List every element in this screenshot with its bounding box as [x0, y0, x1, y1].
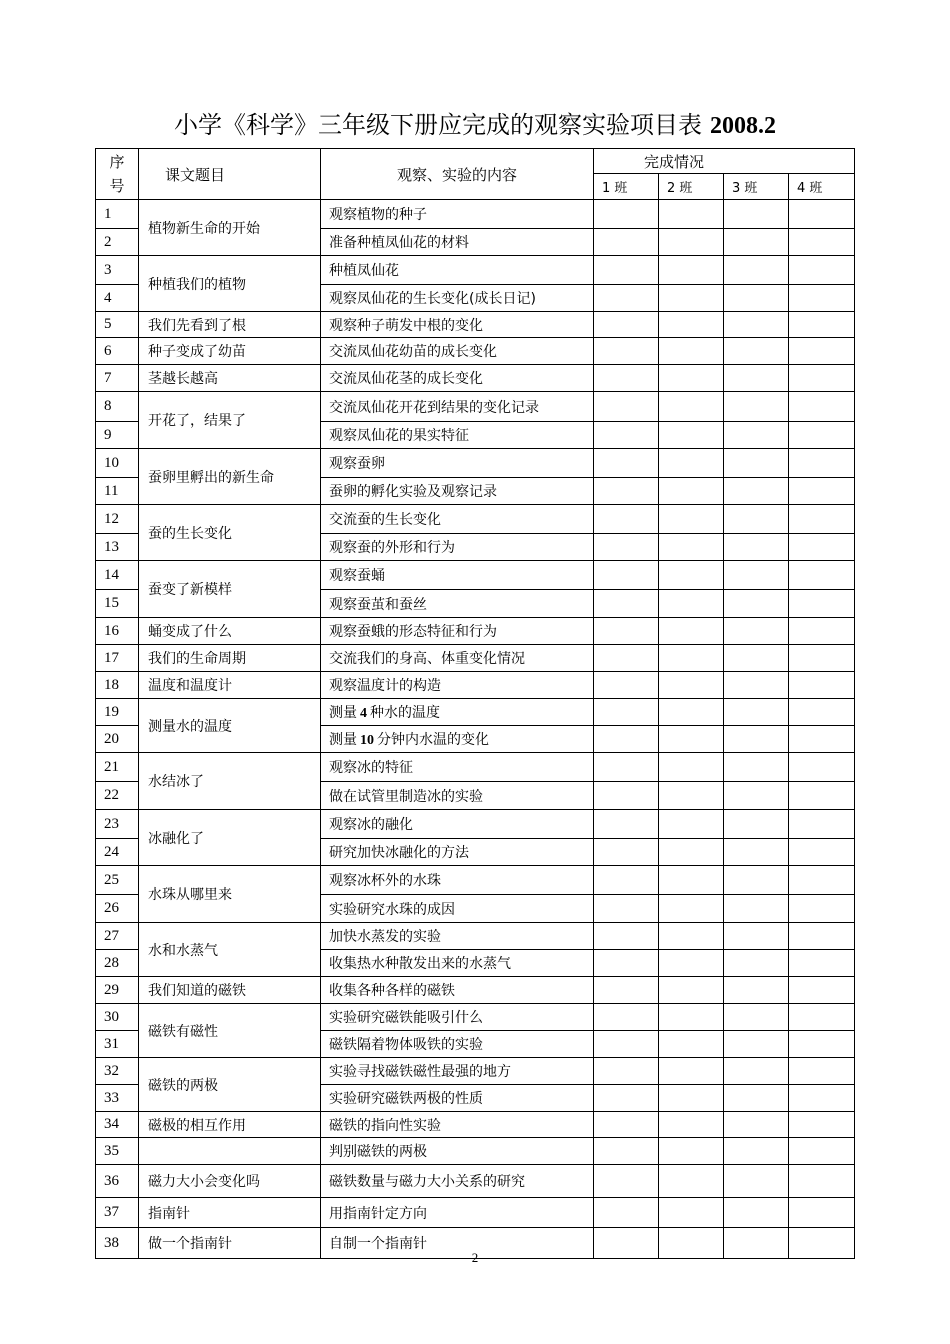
lesson-title: 磁极的相互作用: [139, 1112, 321, 1138]
class-2-status-cell[interactable]: [659, 1058, 724, 1085]
row-number: 35: [96, 1138, 139, 1165]
row-number: 27: [96, 923, 139, 950]
class-3-status-cell[interactable]: [724, 229, 789, 256]
header-seq-bottom: 号: [109, 177, 125, 195]
class-4-status-cell[interactable]: [789, 338, 855, 365]
class-2-status-cell[interactable]: [659, 1165, 724, 1198]
class-2-status-cell[interactable]: [659, 561, 724, 590]
lesson-title: 磁力大小会变化吗: [139, 1165, 321, 1198]
experiment-content: 观察植物的种子: [321, 200, 594, 229]
lesson-title: 水结冰了: [139, 753, 321, 810]
class-4-status-cell[interactable]: [789, 977, 855, 1004]
class-4-status-cell[interactable]: [789, 1165, 855, 1198]
lesson-title: 植物新生命的开始: [139, 200, 321, 256]
class-1-status-cell[interactable]: [594, 590, 659, 618]
content-number: 10: [360, 733, 374, 748]
class-2-status-cell[interactable]: [659, 753, 724, 782]
experiment-content: 交流凤仙花茎的成长变化: [321, 365, 594, 392]
class-2-status-cell[interactable]: [659, 1031, 724, 1058]
class-3-status-cell[interactable]: [724, 1058, 789, 1085]
row-number: 13: [96, 534, 139, 561]
class-4-status-cell[interactable]: [789, 505, 855, 534]
row-number: 32: [96, 1058, 139, 1085]
row-number: 38: [96, 1228, 139, 1259]
class-4-status-cell[interactable]: [789, 449, 855, 478]
class-2-status-cell[interactable]: [659, 672, 724, 699]
header-class-4: 4 班: [789, 174, 855, 200]
class-2-status-cell[interactable]: [659, 810, 724, 839]
lesson-title: 水和水蒸气: [139, 923, 321, 977]
experiment-content: 观察凤仙花的果实特征: [321, 422, 594, 449]
class-4-status-cell[interactable]: [789, 229, 855, 256]
table-row: [96, 866, 855, 895]
class-1-status-cell[interactable]: [594, 338, 659, 365]
row-number: 12: [96, 505, 139, 534]
experiment-content: 观察冰杯外的水珠: [321, 866, 594, 895]
table-row: [96, 1165, 855, 1198]
row-number: 2: [96, 229, 139, 256]
table-row: [96, 338, 855, 365]
class-4-status-cell[interactable]: [789, 1198, 855, 1228]
class-3-status-cell[interactable]: [724, 753, 789, 782]
row-number: 28: [96, 950, 139, 977]
table-row: [96, 200, 855, 229]
table-row: [96, 1198, 855, 1228]
class-3-status-cell[interactable]: [724, 285, 789, 312]
content-number: 4: [360, 706, 367, 721]
class-4-status-cell[interactable]: [789, 1085, 855, 1112]
class-4-status-cell[interactable]: [789, 392, 855, 422]
class-4-status-cell[interactable]: [789, 753, 855, 782]
header-lesson: 课文题目: [139, 149, 321, 200]
experiment-content: 判别磁铁的两极: [321, 1138, 594, 1165]
row-number: 29: [96, 977, 139, 1004]
class-2-status-cell[interactable]: [659, 365, 724, 392]
row-number: 5: [96, 312, 139, 338]
experiment-content: 交流凤仙花开花到结果的变化记录: [321, 392, 594, 422]
experiment-content: 实验研究水珠的成因: [321, 895, 594, 923]
experiment-content: 观察蚕蛾的形态特征和行为: [321, 618, 594, 645]
class-1-status-cell[interactable]: [594, 312, 659, 338]
experiment-content: 交流我们的身高、体重变化情况: [321, 645, 594, 672]
table-row: [96, 672, 855, 699]
experiment-content: 观察冰的特征: [321, 753, 594, 782]
experiment-content: 收集各种各样的磁铁: [321, 977, 594, 1004]
class-3-status-cell[interactable]: [724, 839, 789, 866]
class-4-status-cell[interactable]: [789, 478, 855, 505]
class-2-status-cell[interactable]: [659, 1138, 724, 1165]
class-3-status-cell[interactable]: [724, 1112, 789, 1138]
row-number: 23: [96, 810, 139, 839]
experiment-content: 观察种子萌发中根的变化: [321, 312, 594, 338]
experiment-content: 用指南针定方向: [321, 1198, 594, 1228]
class-2-status-cell[interactable]: [659, 895, 724, 923]
class-1-status-cell[interactable]: [594, 977, 659, 1004]
experiment-content: 观察蚕卵: [321, 449, 594, 478]
experiment-content: 实验研究磁铁两极的性质: [321, 1085, 594, 1112]
table-row: [96, 753, 855, 782]
row-number: 8: [96, 392, 139, 422]
experiment-content: 磁铁数量与磁力大小关系的研究: [321, 1165, 594, 1198]
row-number: 21: [96, 753, 139, 782]
class-3-status-cell[interactable]: [724, 618, 789, 645]
class-3-status-cell[interactable]: [724, 365, 789, 392]
experiment-content: 加快水蒸发的实验: [321, 923, 594, 950]
row-number: 4: [96, 285, 139, 312]
row-number: 34: [96, 1112, 139, 1138]
row-number: 26: [96, 895, 139, 923]
class-2-status-cell[interactable]: [659, 478, 724, 505]
class-2-status-cell[interactable]: [659, 618, 724, 645]
content-text: 分钟内水温的变化: [377, 732, 489, 748]
row-number: 11: [96, 478, 139, 505]
experiment-content: 收集热水种散发出来的水蒸气: [321, 950, 594, 977]
class-4-status-cell[interactable]: [789, 618, 855, 645]
table-row: [96, 392, 855, 422]
experiment-content: 观察蚕茧和蚕丝: [321, 590, 594, 618]
class-4-status-cell[interactable]: [789, 1058, 855, 1085]
title-year: 2008.2: [710, 113, 776, 139]
header-seq: [96, 149, 139, 200]
class-1-status-cell[interactable]: [594, 753, 659, 782]
row-number: 7: [96, 365, 139, 392]
row-number: 25: [96, 866, 139, 895]
class-2-status-cell[interactable]: [659, 977, 724, 1004]
row-number: 31: [96, 1031, 139, 1058]
class-3-status-cell[interactable]: [724, 561, 789, 590]
class-3-status-cell[interactable]: [724, 1138, 789, 1165]
class-3-status-cell[interactable]: [724, 1198, 789, 1228]
class-4-status-cell[interactable]: [789, 866, 855, 895]
experiment-content: 磁铁隔着物体吸铁的实验: [321, 1031, 594, 1058]
class-1-status-cell[interactable]: [594, 561, 659, 590]
lesson-title: 水珠从哪里来: [139, 866, 321, 923]
table-row: [96, 1058, 855, 1085]
class-4-status-cell[interactable]: [789, 923, 855, 950]
header-class-3: 3 班: [724, 174, 789, 200]
lesson-title: 磁铁的两极: [139, 1058, 321, 1112]
header-status: 完成情况: [594, 149, 855, 174]
experiment-content: 观察蚕的外形和行为: [321, 534, 594, 561]
class-3-status-cell[interactable]: [724, 782, 789, 810]
class-3-status-cell[interactable]: [724, 392, 789, 422]
lesson-title: 蚕卵里孵出的新生命: [139, 449, 321, 505]
class-3-status-cell[interactable]: [724, 950, 789, 977]
class-1-status-cell[interactable]: [594, 505, 659, 534]
class-1-status-cell[interactable]: [594, 1112, 659, 1138]
class-3-status-cell[interactable]: [724, 977, 789, 1004]
class-2-status-cell[interactable]: [659, 1112, 724, 1138]
class-1-status-cell[interactable]: [594, 449, 659, 478]
class-3-status-cell[interactable]: [724, 1085, 789, 1112]
lesson-title: 蚕变了新模样: [139, 561, 321, 618]
lesson-title: 指南针: [139, 1198, 321, 1228]
class-4-status-cell[interactable]: [789, 534, 855, 561]
class-3-status-cell[interactable]: [724, 645, 789, 672]
lesson-title: 磁铁有磁性: [139, 1004, 321, 1058]
row-number: 30: [96, 1004, 139, 1031]
class-2-status-cell[interactable]: [659, 590, 724, 618]
class-2-status-cell[interactable]: [659, 312, 724, 338]
class-3-status-cell[interactable]: [724, 422, 789, 449]
class-1-status-cell[interactable]: [594, 699, 659, 726]
lesson-title: 我们先看到了根: [139, 312, 321, 338]
table-row: [96, 505, 855, 534]
class-2-status-cell[interactable]: [659, 645, 724, 672]
table-row: [96, 977, 855, 1004]
class-2-status-cell[interactable]: [659, 392, 724, 422]
class-2-status-cell[interactable]: [659, 1004, 724, 1031]
class-4-status-cell[interactable]: [789, 645, 855, 672]
lesson-title: 做一个指南针: [139, 1228, 321, 1259]
class-3-status-cell[interactable]: [724, 923, 789, 950]
row-number: 24: [96, 839, 139, 866]
header-class-2: 2 班: [659, 174, 724, 200]
table-row: [96, 561, 855, 590]
class-4-status-cell[interactable]: [789, 726, 855, 753]
class-1-status-cell[interactable]: [594, 618, 659, 645]
class-3-status-cell[interactable]: [724, 1004, 789, 1031]
class-2-status-cell[interactable]: [659, 505, 724, 534]
class-4-status-cell[interactable]: [789, 312, 855, 338]
lesson-title: 种植我们的植物: [139, 256, 321, 312]
class-1-status-cell[interactable]: [594, 895, 659, 923]
experiment-content: [321, 726, 594, 753]
row-number: 36: [96, 1165, 139, 1198]
class-1-status-cell[interactable]: [594, 365, 659, 392]
row-number: 6: [96, 338, 139, 365]
class-4-status-cell[interactable]: [789, 1112, 855, 1138]
class-3-status-cell[interactable]: [724, 895, 789, 923]
lesson-title: 冰融化了: [139, 810, 321, 866]
class-3-status-cell[interactable]: [724, 726, 789, 753]
class-4-status-cell[interactable]: [789, 839, 855, 866]
experiment-content: 准备种植凤仙花的材料: [321, 229, 594, 256]
content-text: 测量: [329, 705, 357, 721]
experiment-content: 实验寻找磁铁磁性最强的地方: [321, 1058, 594, 1085]
class-2-status-cell[interactable]: [659, 338, 724, 365]
class-3-status-cell[interactable]: [724, 200, 789, 229]
lesson-title: 温度和温度计: [139, 672, 321, 699]
class-1-status-cell[interactable]: [594, 1198, 659, 1228]
lesson-title: 测量水的温度: [139, 699, 321, 753]
class-1-status-cell[interactable]: [594, 1165, 659, 1198]
header-seq-top: 序: [109, 153, 125, 171]
class-3-status-cell[interactable]: [724, 1031, 789, 1058]
class-1-status-cell[interactable]: [594, 1031, 659, 1058]
experiment-content: 观察温度计的构造: [321, 672, 594, 699]
class-3-status-cell[interactable]: [724, 1165, 789, 1198]
content-text: 测量: [329, 732, 357, 748]
class-1-status-cell[interactable]: [594, 672, 659, 699]
class-3-status-cell[interactable]: [724, 810, 789, 839]
experiment-content: 做在试管里制造冰的实验: [321, 782, 594, 810]
class-3-status-cell[interactable]: [724, 505, 789, 534]
experiment-content: 自制一个指南针: [321, 1228, 594, 1259]
table-row: [96, 699, 855, 726]
table-row: [96, 312, 855, 338]
class-1-status-cell[interactable]: [594, 1085, 659, 1112]
class-4-status-cell[interactable]: [789, 672, 855, 699]
row-number: 33: [96, 1085, 139, 1112]
row-number: 17: [96, 645, 139, 672]
experiment-content: 交流蚕的生长变化: [321, 505, 594, 534]
lesson-title: 我们的生命周期: [139, 645, 321, 672]
class-4-status-cell[interactable]: [789, 285, 855, 312]
class-3-status-cell[interactable]: [724, 338, 789, 365]
row-number: 19: [96, 699, 139, 726]
class-2-status-cell[interactable]: [659, 782, 724, 810]
experiment-content: 蚕卵的孵化实验及观察记录: [321, 478, 594, 505]
experiment-content: 磁铁的指向性实验: [321, 1112, 594, 1138]
class-4-status-cell[interactable]: [789, 895, 855, 923]
class-2-status-cell[interactable]: [659, 923, 724, 950]
class-1-status-cell[interactable]: [594, 645, 659, 672]
class-1-status-cell[interactable]: [594, 422, 659, 449]
row-number: 16: [96, 618, 139, 645]
class-2-status-cell[interactable]: [659, 200, 724, 229]
class-1-status-cell[interactable]: [594, 256, 659, 285]
class-4-status-cell[interactable]: [789, 365, 855, 392]
title-text: 小学《科学》三年级下册应完成的观察实验项目表: [174, 111, 702, 139]
table-row: [96, 1004, 855, 1031]
table-row: [96, 365, 855, 392]
page-number: 2: [471, 1250, 479, 1265]
row-number: 18: [96, 672, 139, 699]
class-3-status-cell[interactable]: [724, 312, 789, 338]
class-4-status-cell[interactable]: [789, 1031, 855, 1058]
class-3-status-cell[interactable]: [724, 699, 789, 726]
experiment-content: 交流凤仙花幼苗的成长变化: [321, 338, 594, 365]
row-number: 22: [96, 782, 139, 810]
lesson-title: 蚕的生长变化: [139, 505, 321, 561]
class-3-status-cell[interactable]: [724, 590, 789, 618]
class-2-status-cell[interactable]: [659, 866, 724, 895]
class-1-status-cell[interactable]: [594, 839, 659, 866]
class-2-status-cell[interactable]: [659, 229, 724, 256]
content-text: 种水的温度: [370, 705, 440, 721]
row-number: 20: [96, 726, 139, 753]
class-1-status-cell[interactable]: [594, 534, 659, 561]
class-2-status-cell[interactable]: [659, 285, 724, 312]
class-4-status-cell[interactable]: [789, 782, 855, 810]
experiment-table: [95, 148, 855, 1259]
header-content: 观察、实验的内容: [321, 149, 594, 200]
class-2-status-cell[interactable]: [659, 534, 724, 561]
class-4-status-cell[interactable]: [789, 200, 855, 229]
experiment-content: 种植凤仙花: [321, 256, 594, 285]
class-4-status-cell[interactable]: [789, 561, 855, 590]
table-row: [96, 256, 855, 285]
class-1-status-cell[interactable]: [594, 923, 659, 950]
class-4-status-cell[interactable]: [789, 1004, 855, 1031]
class-1-status-cell[interactable]: [594, 229, 659, 256]
class-1-status-cell[interactable]: [594, 726, 659, 753]
row-number: 9: [96, 422, 139, 449]
table-row: [96, 810, 855, 839]
class-3-status-cell[interactable]: [724, 866, 789, 895]
experiment-content: 观察蚕蛹: [321, 561, 594, 590]
class-3-status-cell[interactable]: [724, 672, 789, 699]
class-1-status-cell[interactable]: [594, 1058, 659, 1085]
table-row: [96, 618, 855, 645]
class-1-status-cell[interactable]: [594, 392, 659, 422]
table-row: [96, 923, 855, 950]
header-class-1: 1 班: [594, 174, 659, 200]
row-number: 15: [96, 590, 139, 618]
class-2-status-cell[interactable]: [659, 422, 724, 449]
lesson-title: [139, 1138, 321, 1165]
class-2-status-cell[interactable]: [659, 256, 724, 285]
class-2-status-cell[interactable]: [659, 839, 724, 866]
table-row: [96, 645, 855, 672]
experiment-content: 实验研究磁铁能吸引什么: [321, 1004, 594, 1031]
class-2-status-cell[interactable]: [659, 699, 724, 726]
class-2-status-cell[interactable]: [659, 950, 724, 977]
class-1-status-cell[interactable]: [594, 950, 659, 977]
lesson-title: 我们知道的磁铁: [139, 977, 321, 1004]
lesson-title: 种子变成了幼苗: [139, 338, 321, 365]
lesson-title: 茎越长越高: [139, 365, 321, 392]
class-2-status-cell[interactable]: [659, 726, 724, 753]
class-4-status-cell[interactable]: [789, 810, 855, 839]
row-number: 3: [96, 256, 139, 285]
row-number: 10: [96, 449, 139, 478]
class-3-status-cell[interactable]: [724, 478, 789, 505]
table-row: [96, 1112, 855, 1138]
class-1-status-cell[interactable]: [594, 200, 659, 229]
table-row: [96, 449, 855, 478]
class-1-status-cell[interactable]: [594, 866, 659, 895]
experiment-content: 观察冰的融化: [321, 810, 594, 839]
row-number: 37: [96, 1198, 139, 1228]
class-4-status-cell[interactable]: [789, 1138, 855, 1165]
row-number: 14: [96, 561, 139, 590]
class-4-status-cell[interactable]: [789, 422, 855, 449]
class-1-status-cell[interactable]: [594, 478, 659, 505]
class-4-status-cell[interactable]: [789, 256, 855, 285]
class-1-status-cell[interactable]: [594, 285, 659, 312]
class-3-status-cell[interactable]: [724, 256, 789, 285]
class-3-status-cell[interactable]: [724, 449, 789, 478]
class-1-status-cell[interactable]: [594, 1004, 659, 1031]
experiment-content: [321, 699, 594, 726]
page-title: [0, 108, 950, 143]
class-3-status-cell[interactable]: [724, 534, 789, 561]
experiment-content: 观察凤仙花的生长变化(成长日记): [321, 285, 594, 312]
row-number: 1: [96, 200, 139, 229]
class-1-status-cell[interactable]: [594, 810, 659, 839]
class-2-status-cell[interactable]: [659, 1198, 724, 1228]
experiment-content: 研究加快冰融化的方法: [321, 839, 594, 866]
class-4-status-cell[interactable]: [789, 590, 855, 618]
lesson-title: 蛹变成了什么: [139, 618, 321, 645]
class-4-status-cell[interactable]: [789, 950, 855, 977]
class-1-status-cell[interactable]: [594, 782, 659, 810]
class-4-status-cell[interactable]: [789, 699, 855, 726]
class-1-status-cell[interactable]: [594, 1138, 659, 1165]
lesson-title: 开花了，结果了: [139, 392, 321, 449]
class-2-status-cell[interactable]: [659, 1085, 724, 1112]
class-2-status-cell[interactable]: [659, 449, 724, 478]
table-row: [96, 1138, 855, 1165]
